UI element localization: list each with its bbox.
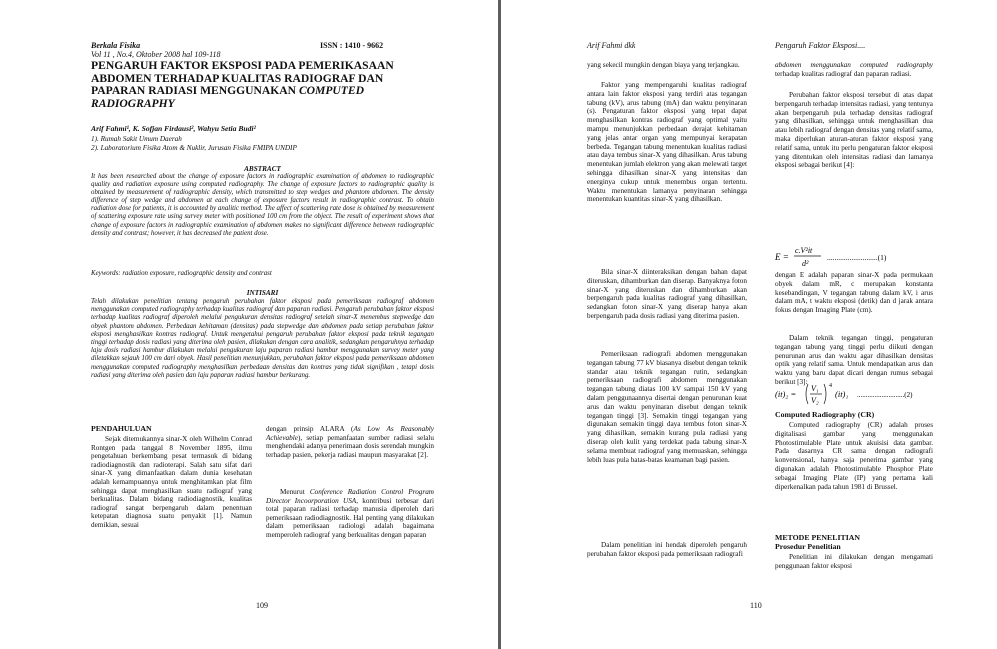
- keywords: Keywords: radiation exposure, radiographic density and contrast: [91, 270, 272, 277]
- pendahuluan-heading: PENDAHULUAN: [91, 424, 152, 433]
- issn: ISSN : 1410 - 9662: [320, 41, 384, 50]
- title-italic: COMPUTED RADIOGRAPHY: [91, 84, 364, 110]
- right-col2-para3: Dalam teknik tegangan tinggi, pengaturan tegangan tabung yang tinggi perlu diikuti dengan penurunan arus dan waktu agar dihasilkan densitas optik yang relatif sama. Untuk mendapatkan arus dan waktu yang baru dapat dicari dengan rumus sebagai berikut [3]:: [775, 334, 933, 386]
- authors: Arif Fahmi¹, K. Sofjan Firdausi², Wahyu Setia Budi²: [91, 124, 256, 133]
- right-col1-para4: Dalam penelitian ini hendak diperoleh pengaruh perubahan faktor eksposi pada pemeriksaan radiografi: [587, 541, 747, 558]
- right-col1-para3: Pemeriksaan radiografi abdomen menggunakan tegangan tabung 77 kV biasanya disebut dengan teknik standar atau teknik tegangan rutin, sedangkan pemeriksaan radiografi abdomen menggunakan tegangan tabung diatas 100 kV sampai 150 kV yang dalam penggunaannya disertai dengan penurunan kuat arus dan waktu penyinaran disebut dengan teknik tegangan tinggi [3]. Semakin tinggi tegangan yang digunakan semakin tinggi daya tembus foton sinar-X yang dihasilkan, semakin kurang pula radiasi yang diserap oleh kulit yang terdekat pada tabung sinar-X selama membuat radiograf yang memuaskan, sehingga lebih luas pula batas-batas keamanan bagi pasien.: [587, 350, 747, 464]
- eq2-v1: V₁: [811, 384, 819, 393]
- abstract-heading: ABSTRACT: [244, 165, 281, 173]
- eq2-left-paren: [806, 384, 808, 404]
- eq2-tag: ...........................(2): [857, 391, 913, 399]
- intisari-heading: INTISARI: [246, 289, 279, 297]
- affiliation-2: 2). Laboratorium Fisika Atom & Nuklir, Jurusan Fisika FMIPA UNDIP: [91, 144, 297, 152]
- cr-text: Computed radiography (CR) adalah proses digitalisasi gambar yang menggunakan Photostimulable Plate untuk akuisisi data gambar. Pada dasarnya CR sama dengan radiografi konvensional, hanya saja penerima gambar yang digunakan adalah Photostimulable Phosphor Plate sebagai Imaging Plate (IP) yang pertama kali diperkenalkan pada tahun 1981 di Brussel.: [775, 421, 933, 491]
- journal-name: Berkala Fisika: [91, 41, 141, 50]
- volume-info: Vol 11 , No.4, Oktober 2008 hal 109-118: [91, 50, 221, 59]
- col2-para0-text: terhadap kualitas radiograf dan paparan radiasi.: [775, 69, 912, 78]
- eq2-v2: V₂: [811, 396, 819, 405]
- intisari-text: Telah dilakukan penelitian tentang pengaruh perubahan faktor eksposi pada pemeriksaan radiograf abdomen menggunakan computed radiography terhadap kualitas radiograf dan paparan radiasi. Pengaruh perubahan faktor eksposi terhadap kualitas radiograf diperoleh melalui pengukuran densitas radiograf setelah sinar-X menembus stepwedge dan obyek phantom abdomen. Perbedaan kehitaman (densitas) pada stepwedge dan abdomen pada setiap perubahan faktor eksposi menghasilkan kontras radiograf. Untuk mengetahui pengaruh perubahan faktor eksposi pada teknik tegangan tinggi terhadap dosis radiasi yang diterima oleh pasien, dilakukan dengan cara analitik, sedangkan pengaruhnya terhadap laju dosis radiasi hambur dilakukan melalui pengukuran laju paparan radiasi hambur menggunakan survey meter yang diletakkan sejauh 100 cm dari obyek. Hasil penelitian menunjukkan, perubahan faktor eksposi pada pemeriksaan abdomen menggunakan computed radiography menghasilkan perbedaan densitas dan kontras yang tidak signifikan , tetapi dosis radiasi yang diterima oleh pasien dan laju paparan radiasi hambur berkurang.: [91, 298, 434, 379]
- metode-heading: METODE PENELITIAN: [775, 533, 860, 542]
- page-number-left: 109: [256, 601, 268, 610]
- eq2-right-paren: [824, 384, 826, 404]
- alara-text-a: dengan prinsip ALARA (: [266, 425, 354, 433]
- abstract-text: It has been researched about the change of exposure factors in radiographic examination of abdomen to radiographic quality and radiation exposure using computed radiography. The change of exposure factors to radiographic quality is obtained by measurement of radiographic density, which transmitted to step wedges and phantom abdomen. The density difference of step wedge and abdomen at each change of exposure factors result in radiographic contrast. To obtain radiation dose for patients, it is accounted by analitic method. The affect of scattering rate dose is obtained by measurement of scattering exposure rate using survey meter with positioned 100 cm from the object. The result of experiment shows that change of exposure factors in radiographic examination of abdomen makes no significant difference between radiographic density and contrast; however, it has decreased the patient dose.: [91, 173, 434, 237]
- running-header-right: Pengaruh Faktor Eksposi....: [775, 41, 866, 50]
- alara-italic: As Low As Reasonably Achievable: [266, 425, 434, 442]
- left-col2-para1: [266, 425, 434, 459]
- alara-text-b: ), setiap pemanfaatan sumber radiasi selalu menghendaki adanya penerimaan dosis serendah mungkin terhadap pasien, pekerja radiasi maupun masyarakat [2].: [266, 433, 434, 459]
- menurut-italic: Conference Radiation Control Program Director Incoorporation USA: [266, 488, 434, 505]
- page-right: [501, 0, 997, 649]
- page-left: [0, 0, 498, 649]
- running-header-left: Arif Fahmi dkk: [587, 41, 636, 50]
- menurut-text-a: Menurut: [280, 488, 310, 496]
- prosedur-heading: Prosedur Penelitian: [775, 542, 841, 551]
- eq2-power: 4: [829, 383, 832, 389]
- left-col2-para2: [266, 488, 434, 540]
- eq1-tag: ...........................(1): [827, 253, 887, 262]
- eq1-denominator: d²: [802, 259, 809, 268]
- equation-1: [775, 243, 933, 271]
- eq2-lhs: (it)₂ =: [775, 389, 797, 399]
- cr-heading: Computed Radiography (CR): [775, 410, 875, 419]
- right-col1-para0: yang sekecil mungkin dengan biaya yang terjangkau.: [587, 61, 740, 69]
- article-title: [91, 60, 431, 110]
- right-col2-para1: Perubahan faktor eksposi tersebut di atas dapat berpengaruh terhadap intensitas radiasi, yang tentunya akan berpengaruh pula terhadap densitas radiograf yang dihasilkan, sehingga untuk menghasilkan dua atau lebih radiograf dengan densitas yang relatif sama, maka diperlukan aturan-aturan faktor eksposi yang relatif sama, untuk itu perlu pengaturan faktor eksposi yang ditentukan oleh intensitas radiasi dan lamanya eksposi sebagai berikut [4]:: [775, 91, 933, 170]
- page-number-right: 110: [750, 601, 762, 610]
- eq1-lhs: E =: [775, 252, 789, 262]
- prosedur-text: Penelitian ini dilakukan dengan mengamati penggunaan faktor eksposi: [775, 553, 933, 570]
- equation-2: [775, 381, 933, 407]
- eq1-numerator: c.V²it: [795, 246, 813, 255]
- menurut-text-b: , kontribusi terbesar dari total paparan radiasi terhadap manusia diperoleh dari pemeriksaan radiodiagnostik. Hal penting yang dilakukan dalam pemeriksaan radiologi adalah bagaimana memperoleh radiograf yang berkualitas dengan paparan: [266, 496, 434, 539]
- right-col1-para1: Faktor yang mempengaruhi kualitas radiograf antara lain faktor eksposi yang terdiri atas tegangan tabung (kV), arus tabung (mA) dan waktu penyinaran (s). Pengaturan faktor eksposi yang tepat dapat menghasilkan kontras radiograf yang optimal yaitu mampu menunjukkan perbedaan derajat kehitaman yang jelas antar organ yang mempunyai kerapatan berbeda. Tegangan tabung menentukan kualitas radiasi atau daya tembus sinar-X yang dihasilkan. Arus tabung menentukan jumlah elektron yang akan melewati target sehingga dihasilkan sinar-X yang intensitas dan energinya cukup untuk menembus organ tertentu. Waktu menentukan lamanya penyinaran sehingga menentukan kuantitas sinar-X yang dihasilkan.: [587, 81, 747, 204]
- title-main: PENGARUH FAKTOR EKSPOSI PADA PEMERIKASAAN ABDOMEN TERHADAP KUALITAS RADIOGRAF DAN PAPARAN RADIASI MENGGUNAKAN: [91, 59, 394, 98]
- right-col2-para0: [775, 61, 933, 79]
- right-col2-para2: dengan E adalah paparan sinar-X pada permukaan obyek dalam mR, c merupakan konstanta kesebandingan, V tegangan tabung dalam kV, i arus dalam mA, t waktu eksposi (detik) dan d jarak antara fokus dengan Imaging Plate (cm).: [775, 271, 933, 315]
- eq2-rhs: (it)₁: [835, 389, 849, 399]
- col2-para0-italic: abdomen menggunakan computed radiography: [775, 61, 933, 69]
- affiliation-1: 1). Rumah Sakit Umum Daerah: [91, 135, 182, 143]
- right-col1-para2: Bila sinar-X diinteraksikan dengan bahan dapat diteruskan, dihamburkan dan diserap. Banyaknya foton sinar-X yang diteruskan dan dihamburkan akan berpengaruh pada kualitas radiograf yang dihasilkan, sedangkan foton sinar-X yang diserap hanya akan berpengaruh pada dosis radiasi yang diterima pasien.: [587, 268, 747, 320]
- left-col1-text: Sejak ditemukannya sinar-X oleh Wilhelm Conrad Rontgen pada tanggal 8 November 1895, ilmu pengetahuan berkembang pesat termasuk di bidang radiodiagnostik dan radioterapi. Salah satu sifat dari sinar-X yang dimanfaatkan dalam dunia kesehatan adalah kemampuannya untuk menghitamkan plat film sehingga dapat menghasilkan suatu radiograf yang berkualitas. Dalam bidang radiodiagnostik, kualitas radiograf sangat berpengaruh dalam penentuan ketepatan diagnosa suatu penyakit [1]. Namun demikian, sesuai: [91, 435, 252, 529]
